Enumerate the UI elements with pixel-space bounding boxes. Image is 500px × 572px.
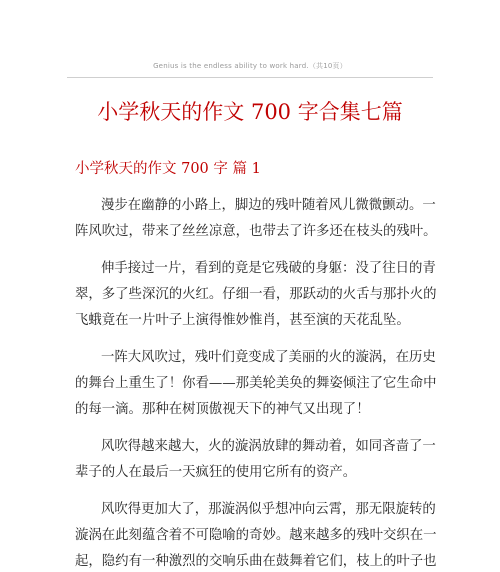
paragraph-line: 翠，多了些深沉的火红。仔细一看，那跃动的火舌与那扑火的: [75, 287, 437, 302]
paragraph-line: 起，隐约有一种激烈的交响乐曲在鼓舞着它们，枝上的叶子也: [75, 554, 437, 569]
document-title: 小学秋天的作文 700 字合集七篇: [97, 100, 403, 124]
paragraph-line: 阵风吹过，带来了丝丝凉意，也带去了许多还在枝头的残叶。: [75, 224, 437, 239]
paragraph-line: 漫步在幽静的小路上，脚边的残叶随着风儿微微颤动。一: [101, 198, 436, 213]
paragraph-line: 伸手接过一片，看到的竟是它残破的身躯：没了往日的青: [101, 261, 436, 276]
paragraph-line: 一阵大风吹过，残叶们竟变成了美丽的火的漩涡，在历史: [101, 350, 436, 365]
header-watermark: Genius is the endless ability to work hard.（共10页）: [153, 62, 347, 70]
paragraph-line: 风吹得更加大了，那漩涡似乎想冲向云霄，那无限旋转的: [101, 502, 436, 517]
section-heading: 小学秋天的作文 700 字 篇 1: [75, 161, 261, 177]
paragraph-line: 漩涡在此刻蕴含着不可隐喻的奇妙。越来越多的残叶交织在一: [75, 528, 437, 543]
paragraph-line: 辈子的人在最后一天疯狂的使用它所有的资产。: [75, 465, 357, 480]
paragraph-line: 风吹得越来越大，火的漩涡放肆的舞动着，如同吝啬了一: [101, 439, 436, 454]
paragraph-line: 飞蛾竟在一片叶子上演得惟妙惟肖，甚至演的天花乱坠。: [75, 313, 410, 328]
header-divider: [67, 77, 433, 78]
paragraph-line: 的舞台上重生了！你看——那美轮美奂的舞姿倾注了它生命中: [75, 376, 437, 391]
paragraph-line: 的每一滴。那种在树顶傲视天下的神气又出现了！: [75, 402, 370, 417]
